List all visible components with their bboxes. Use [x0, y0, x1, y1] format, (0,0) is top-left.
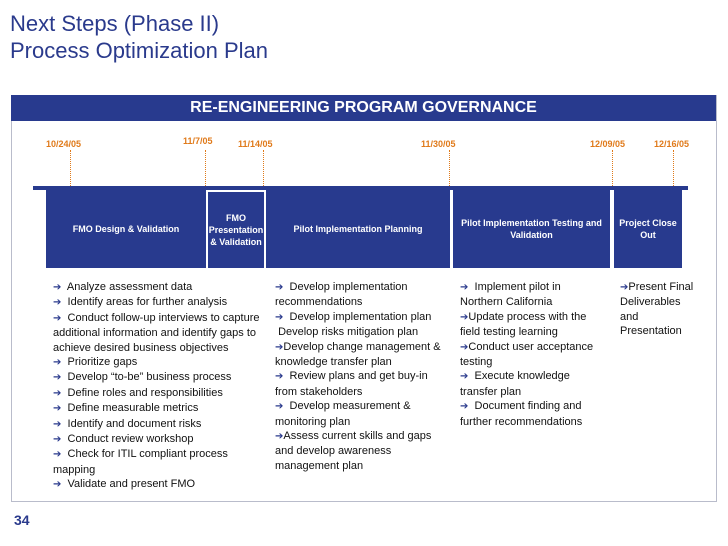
list-item: ➔Update process with the field testing learning [460, 310, 587, 339]
arrow-right-icon: ➔ [53, 312, 62, 324]
page-number: 34 [14, 512, 30, 528]
arrow-right-icon: ➔ [460, 371, 469, 383]
milestone-line [673, 150, 674, 188]
governance-band: RE-ENGINEERING PROGRAM GOVERNANCE [11, 95, 716, 121]
title-line-2: Process Optimization Plan [10, 38, 268, 63]
date-label: 12/09/05 [590, 139, 626, 149]
arrow-right-icon: ➔ [460, 401, 469, 413]
arrow-right-icon: ➔ [620, 282, 629, 293]
column-close-out [620, 280, 698, 339]
arrow-right-icon: ➔ [53, 297, 62, 309]
list-item: ➔ Develop measurement & monitoring plan [275, 400, 411, 428]
phase-fmo-presentation: FMO Presentation & Validation [208, 192, 264, 268]
arrow-right-icon: ➔ [53, 479, 62, 491]
list-item: Develop risks mitigation plan [278, 326, 419, 339]
arrow-right-icon: ➔ [460, 282, 469, 293]
milestone-line [612, 150, 613, 188]
arrow-right-icon: ➔ [460, 341, 469, 353]
arrow-right-icon: ➔ [275, 371, 284, 383]
list-item: ➔ Develop implementation plan [275, 310, 432, 323]
arrow-right-icon: ➔ [53, 387, 62, 399]
title-line-1: Next Steps (Phase II) [10, 11, 220, 36]
date-label: 11/30/05 [421, 139, 456, 149]
date-label: 11/7/05 [183, 136, 213, 146]
milestone-line [449, 150, 450, 188]
list-item: ➔ Define roles and responsibilities [53, 386, 223, 399]
list-item: ➔Develop change management & knowledge transfer plan [275, 340, 441, 369]
phase-close-out: Project Close Out [614, 189, 682, 268]
date-label: 10/24/05 [46, 139, 82, 149]
list-item: ➔ Check for ITIL compliant process mapping [53, 448, 228, 476]
arrow-right-icon: ➔ [53, 357, 62, 369]
phase-pilot-planning: Pilot Implementation Planning [266, 189, 450, 268]
list-item: ➔ Develop implementation recommendations [275, 281, 408, 309]
phase-pilot-testing: Pilot Implementation Testing and Validation [453, 189, 610, 268]
column-pilot-planning [275, 280, 445, 473]
list-item: ➔ Document finding and further recommendations [460, 400, 583, 428]
milestone-line [70, 150, 71, 188]
list-item: ➔Conduct user acceptance testing [460, 340, 594, 369]
list-item: ➔ Prioritize gaps [53, 356, 138, 369]
list-item: ➔ Validate and present FMO [53, 478, 196, 491]
arrow-right-icon: ➔ [460, 311, 469, 323]
page-title [10, 10, 268, 64]
list-item: ➔ Identify and document risks [53, 417, 202, 430]
arrow-right-icon: ➔ [275, 401, 284, 413]
list-item: ➔ Review plans and get buy-in from stakeholders [275, 370, 428, 398]
arrow-right-icon: ➔ [53, 449, 62, 461]
list-item: ➔ Develop “to-be” business process [53, 371, 232, 384]
list-item: ➔ Define measurable metrics [53, 402, 199, 415]
column-fmo-design [53, 280, 261, 493]
arrow-right-icon: ➔ [53, 434, 62, 446]
phase-fmo-design: FMO Design & Validation [46, 189, 206, 268]
arrow-right-icon: ➔ [53, 282, 62, 293]
milestone-line [263, 150, 264, 188]
date-label: 12/16/05 [654, 139, 690, 149]
list-item: ➔ Implement pilot in Northern California [460, 281, 561, 309]
arrow-right-icon: ➔ [53, 403, 62, 415]
arrow-right-icon: ➔ [275, 431, 284, 443]
list-item: ➔ Execute knowledge transfer plan [460, 370, 570, 398]
arrow-right-icon: ➔ [53, 418, 62, 430]
date-label: 11/14/05 [238, 139, 273, 149]
list-item: ➔ Conduct review workshop [53, 433, 194, 446]
list-item: ➔ Identify areas for further analysis [53, 296, 228, 309]
list-item: ➔Present Final Deliverables and Presentation [620, 281, 694, 338]
arrow-right-icon: ➔ [275, 282, 284, 293]
list-item: ➔Assess current skills and gaps and develop awareness management plan [275, 430, 432, 472]
list-item: ➔ Analyze assessment data [53, 281, 193, 293]
arrow-right-icon: ➔ [53, 372, 62, 384]
column-pilot-testing [460, 280, 605, 429]
arrow-right-icon: ➔ [275, 311, 284, 323]
milestone-line [205, 150, 206, 188]
arrow-right-icon: ➔ [275, 341, 284, 353]
list-item: ➔ Conduct follow-up interviews to capture additional information and identify gaps to achieve desired business objectives [53, 311, 260, 354]
